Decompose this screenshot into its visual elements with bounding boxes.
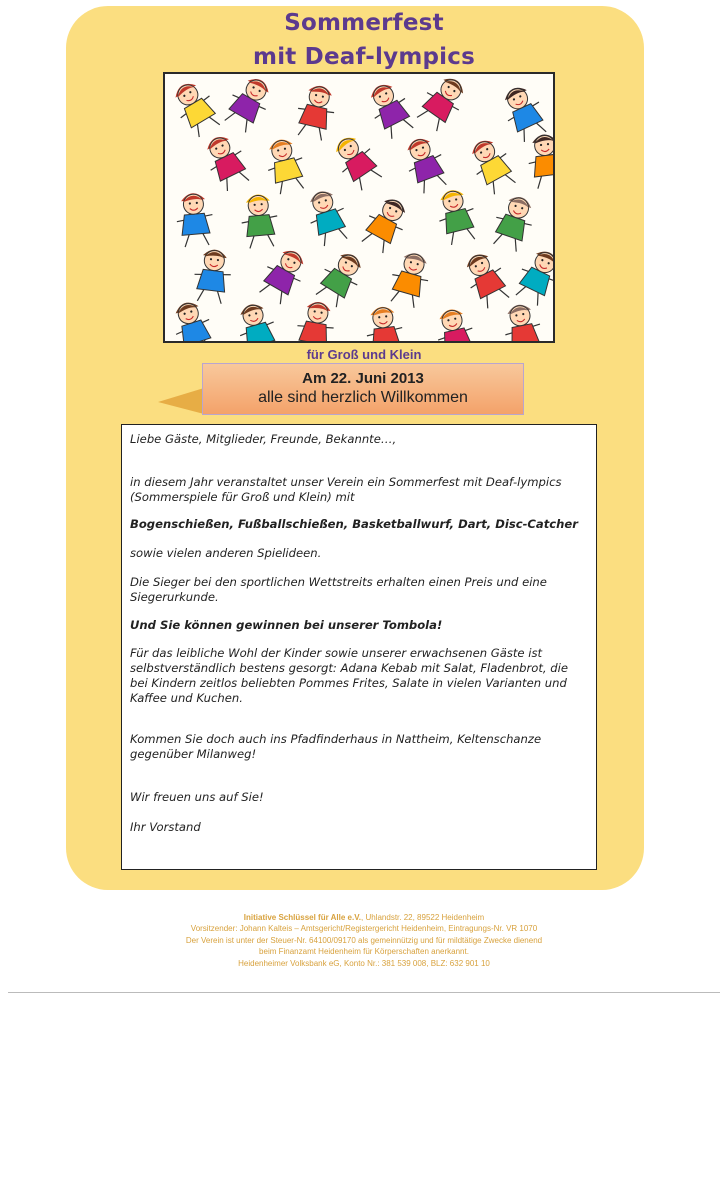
letter-intro-line2: (Sommerspiele für Groß und Klein) mit (130, 490, 355, 504)
cartoon-child (385, 249, 434, 310)
cartoon-child (327, 130, 386, 194)
cartoon-child (432, 306, 479, 341)
footer-org-name: Initiative Schlüssel für Alle e.V. (243, 913, 362, 922)
flyer-title-line2: mit Deaf-lympics (253, 44, 475, 70)
cartoon-child (167, 76, 225, 140)
invitation-letter (121, 424, 597, 870)
cartoon-child (293, 299, 338, 341)
cartoon-child (500, 302, 545, 341)
letter-intro-line1: in diesem Jahr veranstaltet unser Verein ein Sommerfest mit Deaf-lympics (130, 475, 562, 489)
cartoon-child (168, 298, 219, 341)
letter-greeting: Liebe Gäste, Mitglieder, Freunde, Bekannte…, (130, 432, 397, 446)
cartoon-child (433, 186, 481, 246)
banner-ribbon (158, 388, 204, 414)
letter-tombola: Und Sie können gewinnen bei unserer Tombola! (130, 618, 443, 632)
cartoon-child (412, 74, 472, 135)
letter-food-line1: Für das leibliche Wohl der Kinder sowie unserer erwachsenen Gäste ist (130, 646, 543, 660)
cartoon-child (302, 186, 353, 248)
cartoon-child (175, 192, 215, 248)
flyer-title-line1: Sommerfest (284, 10, 444, 36)
banner-date: Am 22. Juni 2013 (302, 370, 424, 387)
cartoon-child (262, 136, 310, 196)
cartoon-child (220, 74, 278, 135)
cartoon-child (233, 300, 282, 341)
cartoon-child (364, 305, 406, 341)
letter-venue-line1: Kommen Sie doch auch ins Pfadfinderhaus in Nattheim, Keltenschanze (130, 732, 542, 746)
letter-closing: Wir freuen uns auf Sie! (130, 790, 264, 804)
letter-winners-line2: Siegerurkunde. (130, 590, 219, 604)
cartoon-child (488, 192, 539, 254)
footer (0, 912, 728, 969)
children-illustration (163, 72, 555, 343)
letter-more-games: sowie vielen anderen Spielideen. (130, 546, 322, 560)
cartoon-child (191, 248, 233, 305)
footer-line4: beim Finanzamt Heidenheim für Körperschaften anerkannt. (259, 947, 469, 957)
cartoon-child (525, 132, 553, 189)
page-divider (8, 992, 720, 993)
cartoon-child (357, 192, 414, 256)
letter-venue-line2: gegenüber Milanweg! (130, 747, 257, 761)
date-banner (202, 363, 524, 415)
letter-winners-line1: Die Sieger bei den sportlichen Wettstreits erhalten einen Preis und eine (130, 575, 547, 589)
flyer-subtitle: für Groß und Klein (306, 347, 422, 362)
letter-food-line4: Kaffee und Kuchen. (130, 691, 243, 705)
letter-games: Bogenschießen, Fußballschießen, Basketballwurf, Dart, Disc-Catcher (130, 517, 578, 531)
footer-line3: Der Verein ist unter der Steuer-Nr. 64100/09170 als gemeinnützig und für mildtätige Zwecke dienend (185, 935, 543, 945)
letter-signature: Ihr Vorstand (130, 820, 201, 834)
cartoon-child (399, 133, 452, 195)
letter-food-line2: selbstverständlich bestens gesorgt: Adana Kebab mit Salat, Fladenbrot, die (130, 661, 569, 675)
cartoon-child (464, 133, 521, 197)
cartoon-child (458, 248, 514, 312)
footer-line5: Heidenheimer Volksbank eG, Konto Nr.: 381 539 008, BLZ: 632 901 10 (238, 958, 490, 968)
footer-line2: Vorsitzender: Johann Kalteis – Amtsgericht/Registergericht Heidenheim, Eintragungs-Nr. VR 1070 (190, 924, 538, 934)
banner-welcome: alle sind herzlich Willkommen (258, 389, 468, 406)
cartoon-child (239, 193, 279, 249)
cartoon-child (292, 82, 339, 142)
footer-org-address: , Uhlandstr. 22, 89522 Heidenheim (361, 913, 485, 922)
cartoon-child (510, 245, 553, 308)
cartoon-child (199, 130, 255, 193)
cartoon-child (311, 246, 370, 310)
cartoon-child (254, 243, 312, 307)
letter-food-line3: bei Kindern zeitlos beliebten Pommes Frites, Salate in vielen Varianten und (130, 676, 567, 690)
footer-line1 (0, 912, 728, 923)
cartoon-child (362, 78, 418, 142)
